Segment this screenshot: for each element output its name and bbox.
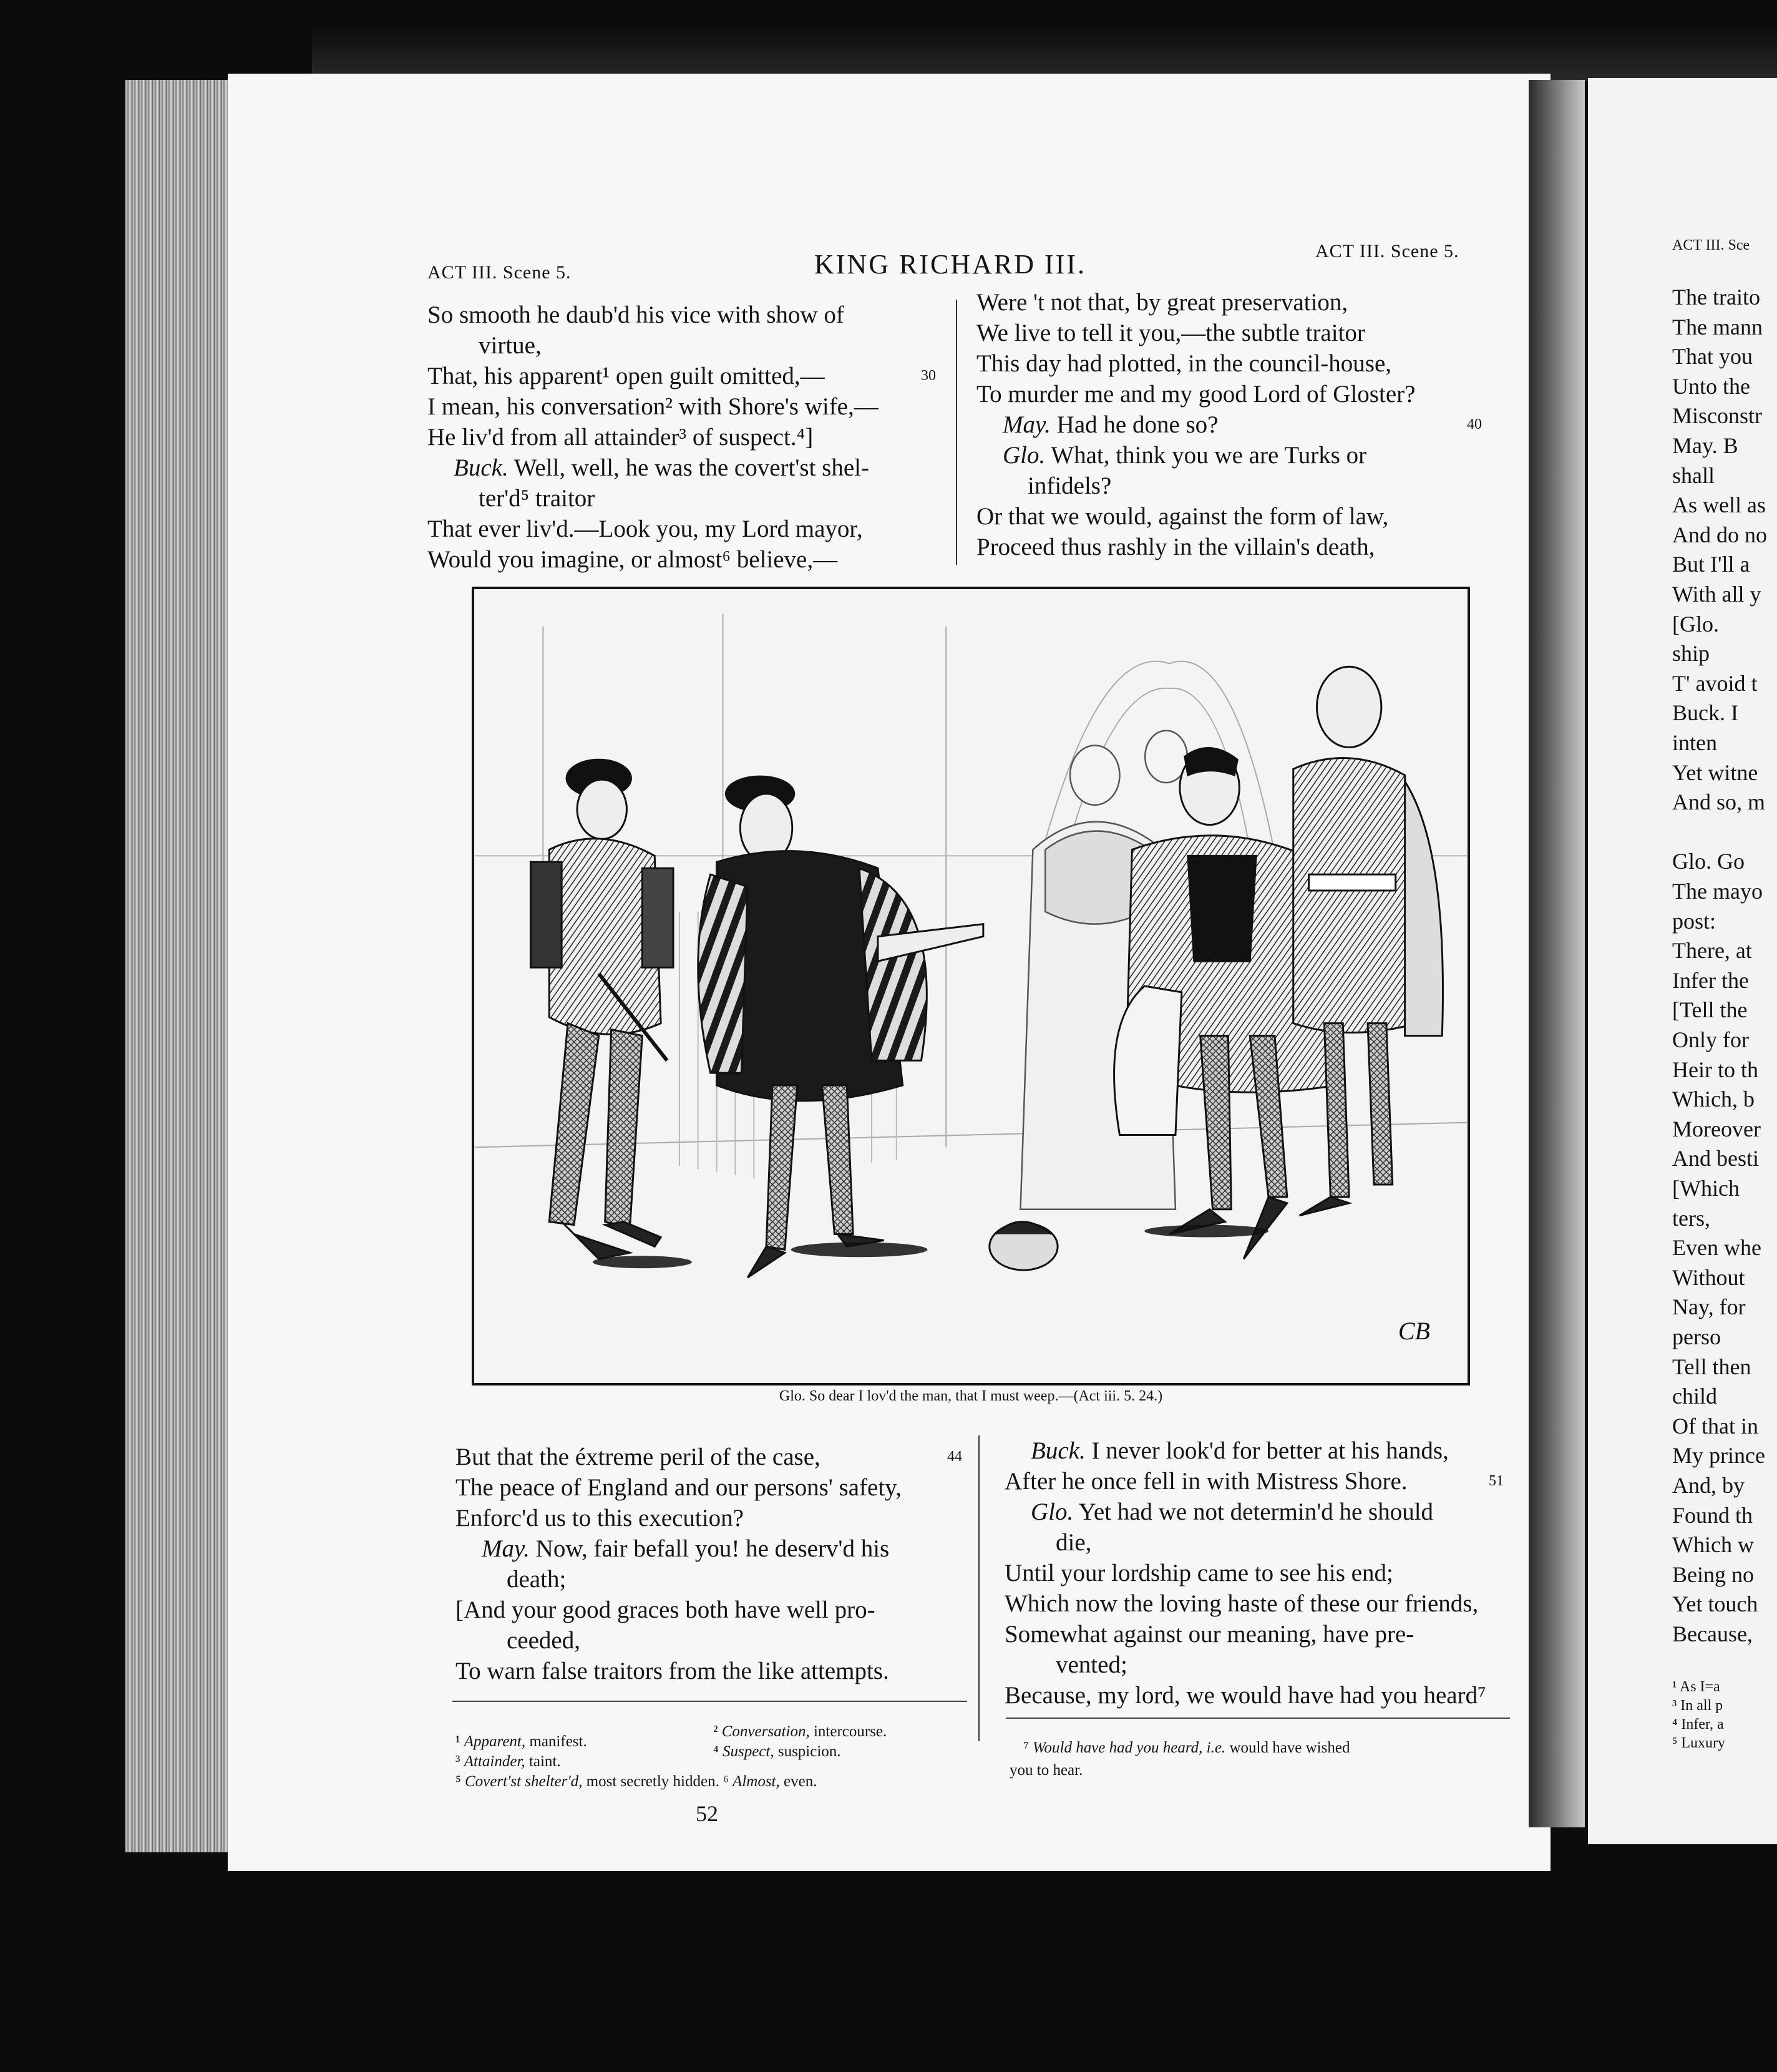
text-line xyxy=(455,1625,962,1656)
column-divider xyxy=(978,1435,980,1741)
verse-text: Were 't not that, by great preservation, xyxy=(976,289,1348,316)
artist-signature: CB xyxy=(1398,1317,1430,1345)
scan-top-edge xyxy=(312,25,1777,81)
right-page-line: Only for xyxy=(1672,1027,1749,1052)
right-page-line: The mann xyxy=(1672,314,1763,340)
right-page-line: The traito xyxy=(1672,285,1760,310)
verse-text: die, xyxy=(1056,1529,1092,1556)
right-page-line: Without xyxy=(1672,1264,1745,1290)
text-line xyxy=(427,544,936,575)
right-page-line: And, by xyxy=(1672,1473,1745,1498)
right-page-line: Yet touch xyxy=(1672,1591,1758,1617)
text-line xyxy=(1005,1435,1504,1466)
text-line xyxy=(455,1564,962,1595)
verse-text: Well, well, he was the covert'st shel- xyxy=(508,454,869,481)
line-number: 51 xyxy=(1489,1473,1504,1489)
right-page-line: Even whe xyxy=(1672,1235,1761,1261)
right-page-line: May. B xyxy=(1672,433,1738,458)
right-page-line: ship xyxy=(1672,641,1710,667)
verse-text: Had he done so? xyxy=(1050,411,1219,438)
right-page-line: [Which xyxy=(1672,1176,1740,1201)
text-line xyxy=(455,1503,962,1533)
text-line xyxy=(1005,1649,1504,1680)
right-page-line: child xyxy=(1672,1384,1717,1409)
right-page-line: The mayo xyxy=(1672,879,1763,904)
verse-text: Because, my lord, we would have had you heard⁷ xyxy=(1005,1682,1486,1709)
right-page-line: Glo. Go xyxy=(1672,849,1745,874)
right-page-line: Tell then xyxy=(1672,1354,1751,1379)
line-number: 40 xyxy=(1467,416,1482,432)
speaker-name: May. xyxy=(1003,411,1051,438)
right-page-line: As well as xyxy=(1672,492,1766,518)
verse-text: But that the éxtreme peril of the case, xyxy=(455,1444,820,1470)
right-page-line: Found th xyxy=(1672,1502,1753,1528)
text-line xyxy=(976,318,1482,348)
text-line xyxy=(1005,1466,1504,1497)
verse-text: Yet had we not determin'd he should xyxy=(1073,1498,1434,1525)
right-page-line: shall xyxy=(1672,462,1715,488)
text-line xyxy=(1005,1558,1504,1588)
text-column-top-left xyxy=(427,300,936,575)
right-page-line: Buck. I xyxy=(1672,700,1738,726)
text-line xyxy=(976,287,1482,318)
verse-text: Would you imagine, or almost⁶ believe,— xyxy=(427,546,838,573)
right-page-footnote: ⁵ Luxury xyxy=(1672,1735,1726,1751)
right-page-running-head: ACT III. Sce xyxy=(1672,237,1750,253)
verse-text: I mean, his conversation² with Shore's wife,— xyxy=(427,393,879,420)
verse-text: To warn false traitors from the like attempts. xyxy=(455,1658,889,1684)
text-line xyxy=(976,532,1482,562)
verse-text: Until your lordship came to see his end; xyxy=(1005,1560,1393,1586)
text-line xyxy=(455,1656,962,1686)
text-line xyxy=(427,452,936,483)
running-head-right: ACT III. Scene 5. xyxy=(1315,241,1459,261)
verse-text: Which now the loving haste of these our friends, xyxy=(1005,1590,1479,1617)
footnote-7: ⁷ Would have had you heard, i.e. would have wished xyxy=(1023,1739,1350,1756)
text-column-bottom-right xyxy=(1005,1435,1504,1711)
text-line xyxy=(976,440,1482,471)
illustration-caption: Glo. So dear I lov'd the man, that I must weep.—(Act iii. 5. 24.) xyxy=(779,1388,1163,1404)
page-title: KING RICHARD III. xyxy=(814,249,1086,280)
footnote-1: ¹ Apparent, manifest. xyxy=(455,1733,587,1750)
footnote-4: ⁴ Suspect, suspicion. xyxy=(713,1743,841,1760)
text-line xyxy=(427,483,936,514)
footnote-7-continued: you to hear. xyxy=(1010,1762,1083,1779)
right-page-line: Nay, for xyxy=(1672,1294,1746,1320)
text-line xyxy=(455,1472,962,1503)
text-line xyxy=(1005,1497,1504,1527)
verse-text: Now, fair befall you! he deserv'd his xyxy=(529,1535,890,1562)
text-line xyxy=(1005,1680,1504,1711)
text-column-top-right xyxy=(976,287,1482,562)
right-page-line: Moreover xyxy=(1672,1116,1761,1141)
verse-text: Somewhat against our meaning, have pre- xyxy=(1005,1621,1414,1648)
verse-text: ceeded, xyxy=(507,1627,580,1654)
verse-text: That, his apparent¹ open guilt omitted,— xyxy=(427,363,825,389)
line-number: 30 xyxy=(921,368,936,384)
right-page-line: [Glo. xyxy=(1672,611,1719,637)
text-line xyxy=(427,361,936,391)
verse-text: [And your good graces both have well pro- xyxy=(455,1596,875,1623)
right-page-line: And so, m xyxy=(1672,789,1766,815)
right-page-footnote: ⁴ Infer, a xyxy=(1672,1716,1724,1732)
illustration xyxy=(472,587,1470,1385)
illustration-drawing xyxy=(474,589,1468,1383)
right-page-line: Infer the xyxy=(1672,967,1749,993)
right-page-line: [Tell the xyxy=(1672,997,1748,1023)
right-page-line: That you xyxy=(1672,344,1753,369)
right-page-line: Which w xyxy=(1672,1532,1754,1558)
text-line xyxy=(427,514,936,544)
footnote-5-6: ⁵ Covert'st shelter'd, most secretly hidden. ⁶ Almost, even. xyxy=(455,1773,817,1790)
right-page-footnote: ³ In all p xyxy=(1672,1698,1723,1714)
text-line xyxy=(427,330,936,361)
text-column-bottom-left xyxy=(455,1442,962,1686)
page-number: 52 xyxy=(696,1801,718,1826)
right-page-line: T' avoid t xyxy=(1672,670,1758,696)
text-line xyxy=(976,501,1482,532)
running-head-left: ACT III. Scene 5. xyxy=(427,262,572,283)
verse-text: I never look'd for better at his hands, xyxy=(1085,1437,1449,1464)
text-line xyxy=(976,471,1482,501)
right-page-line: And do no xyxy=(1672,522,1767,547)
right-page-line: Because, xyxy=(1672,1621,1753,1646)
verse-text: To murder me and my good Lord of Gloster? xyxy=(976,381,1416,408)
right-page-line: With all y xyxy=(1672,582,1761,607)
verse-text: What, think you we are Turks or xyxy=(1045,442,1367,469)
right-page-footnote: ¹ As I=a xyxy=(1672,1679,1720,1695)
text-line xyxy=(427,391,936,422)
footnote-rule xyxy=(452,1701,967,1702)
verse-text: ter'd⁵ traitor xyxy=(479,485,595,512)
text-line xyxy=(1005,1619,1504,1649)
page-edges xyxy=(125,80,234,1852)
speaker-name: May. xyxy=(482,1535,530,1562)
column-divider xyxy=(956,300,957,565)
speaker-name: Glo. xyxy=(1003,442,1046,469)
footnote-rule xyxy=(1006,1718,1510,1719)
right-page-line: Unto the xyxy=(1672,373,1750,399)
text-line xyxy=(455,1442,962,1472)
footnote-3: ³ Attainder, taint. xyxy=(455,1753,561,1770)
verse-text: infidels? xyxy=(1028,472,1112,499)
text-line xyxy=(455,1533,962,1564)
right-page-line: There, at xyxy=(1672,938,1752,964)
verse-text: Enforc'd us to this execution? xyxy=(455,1505,744,1532)
text-line xyxy=(976,348,1482,379)
verse-text: Proceed thus rashly in the villain's death, xyxy=(976,534,1375,560)
line-number: 44 xyxy=(947,1449,962,1465)
right-page-line: post: xyxy=(1672,908,1716,934)
right-page-line: But I'll a xyxy=(1672,552,1750,577)
verse-text: death; xyxy=(507,1566,567,1593)
verse-text: This day had plotted, in the council-house, xyxy=(976,350,1392,377)
right-page-line: ters, xyxy=(1672,1205,1710,1231)
verse-text: He liv'd from all attainder³ of suspect.⁴] xyxy=(427,424,814,451)
verse-text: vented; xyxy=(1056,1651,1127,1678)
footnote-2: ² Conversation, intercourse. xyxy=(713,1723,887,1740)
right-page-line: And besti xyxy=(1672,1146,1759,1171)
verse-text: Or that we would, against the form of law, xyxy=(976,503,1389,530)
speaker-name: Buck. xyxy=(1031,1437,1086,1464)
right-page-line: Misconstr xyxy=(1672,403,1762,429)
right-page-line: inten xyxy=(1672,730,1717,755)
right-page-line: My prince xyxy=(1672,1443,1765,1468)
speaker-name: Buck. xyxy=(454,454,509,481)
right-page-line: Being no xyxy=(1672,1561,1754,1587)
verse-text: We live to tell it you,—the subtle traitor xyxy=(976,320,1365,346)
text-line xyxy=(1005,1588,1504,1619)
text-line xyxy=(1005,1527,1504,1558)
verse-text: virtue, xyxy=(479,332,542,359)
verse-text: So smooth he daub'd his vice with show of xyxy=(427,301,844,328)
text-line xyxy=(455,1595,962,1625)
text-line xyxy=(976,409,1482,440)
right-page-line: Which, b xyxy=(1672,1087,1755,1112)
gutter-shadow xyxy=(1529,80,1585,1827)
right-page-line: Of that in xyxy=(1672,1413,1758,1439)
right-page-line: perso xyxy=(1672,1324,1721,1349)
verse-text: That ever liv'd.—Look you, my Lord mayor, xyxy=(427,516,863,542)
verse-text: After he once fell in with Mistress Shore. xyxy=(1005,1468,1408,1495)
verse-text: The peace of England and our persons' safety, xyxy=(455,1474,902,1501)
right-page-line: Heir to th xyxy=(1672,1057,1758,1082)
speaker-name: Glo. xyxy=(1031,1498,1074,1525)
text-line xyxy=(427,422,936,452)
text-line xyxy=(427,300,936,330)
right-page-line: Yet witne xyxy=(1672,760,1758,785)
text-line xyxy=(976,379,1482,409)
